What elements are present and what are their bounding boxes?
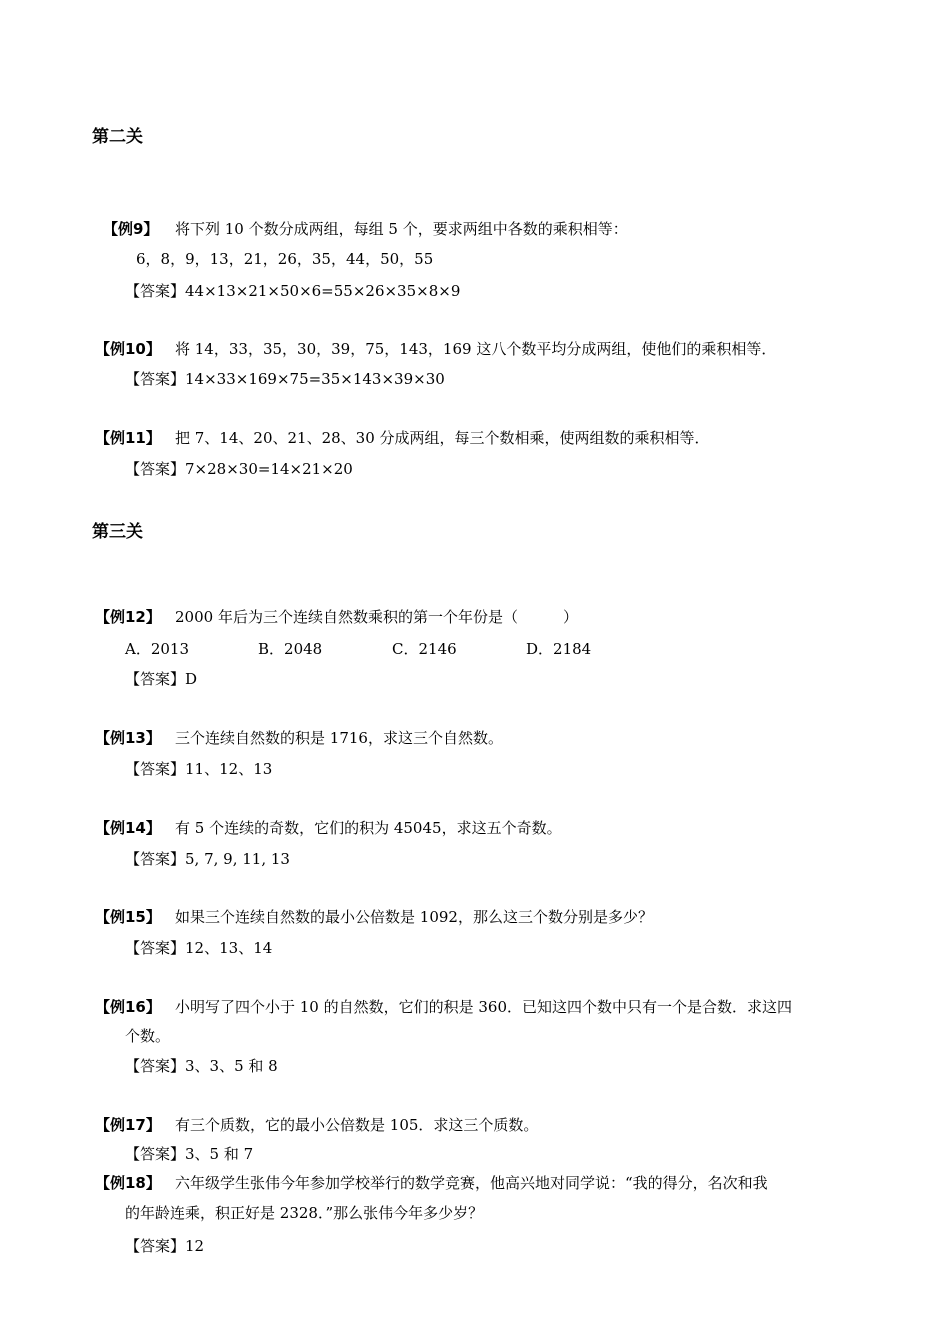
answer-value: 14×33×169×75=35×143×39×30 — [185, 370, 445, 388]
example-13-answer — [125, 758, 272, 779]
answer-value: 5, 7, 9, 11, 13 — [185, 850, 290, 868]
answer-label: 【答案】 — [125, 670, 186, 688]
example-10-question: 将 14，33，35，30，39，75，143，169 这八个数平均分成两组，使他们的乘积相等． — [175, 340, 777, 358]
example-16-tag — [95, 996, 161, 1017]
answer-value: 3、5 和 7 — [185, 1145, 254, 1163]
answer-label: 【答案】 — [125, 460, 186, 478]
example-tag: 【例15】 — [95, 908, 161, 926]
answer-label: 【答案】 — [125, 1145, 186, 1163]
example-12-answer — [125, 668, 197, 689]
example-15-tag — [95, 906, 161, 927]
example-9-tag — [103, 218, 158, 239]
example-17-question: 有三个质数，它的最小公倍数是 105．求这三个质数。 — [175, 1116, 539, 1134]
answer-label: 【答案】 — [125, 1237, 186, 1255]
option-b: B．2048 — [258, 640, 323, 658]
example-17-answer — [125, 1143, 253, 1164]
example-13-question: 三个连续自然数的积是 1716，求这三个自然数。 — [175, 729, 503, 747]
example-tag: 【例14】 — [95, 819, 161, 837]
example-14-tag — [95, 817, 161, 838]
section-title-2: 第二关 — [92, 127, 143, 147]
answer-value: 12、13、14 — [185, 939, 273, 957]
section-title-3: 第三关 — [92, 522, 143, 542]
example-tag: 【例12】 — [95, 608, 161, 626]
example-12-question: 2000 年后为三个连续自然数乘积的第一个年份是（ ） — [175, 608, 578, 626]
example-11-tag — [95, 427, 161, 448]
example-tag: 【例9】 — [103, 220, 159, 238]
example-14-question: 有 5 个连续的奇数，它们的积为 45045，求这五个奇数。 — [175, 819, 562, 837]
answer-value: 7×28×30=14×21×20 — [185, 460, 353, 478]
answer-label: 【答案】 — [125, 850, 186, 868]
answer-label: 【答案】 — [125, 939, 186, 957]
answer-value: 12 — [185, 1237, 205, 1255]
example-16-question: 小明写了四个小于 10 的自然数，它们的积是 360．已知这四个数中只有一个是合数．求这四 — [175, 998, 793, 1016]
option-c: C．2146 — [392, 640, 457, 658]
option-d: D．2184 — [526, 640, 592, 658]
example-16-question-cont: 个数。 — [125, 1027, 171, 1045]
example-10-tag — [95, 338, 161, 359]
answer-label: 【答案】 — [125, 760, 186, 778]
example-tag: 【例13】 — [95, 729, 161, 747]
answer-value: D — [185, 670, 198, 688]
answer-value: 11、12、13 — [185, 760, 273, 778]
example-9-answer — [125, 280, 460, 301]
example-11-question: 把 7、14、20、21、28、30 分成两组，每三个数相乘，使两组数的乘积相等． — [175, 429, 710, 447]
example-15-answer — [125, 937, 272, 958]
example-tag: 【例17】 — [95, 1116, 161, 1134]
example-11-answer — [125, 458, 353, 479]
example-14-answer — [125, 848, 290, 869]
option-a: A．2013 — [125, 640, 190, 658]
example-16-answer — [125, 1055, 278, 1076]
answer-label: 【答案】 — [125, 282, 186, 300]
example-tag: 【例10】 — [95, 340, 161, 358]
example-12-tag — [95, 606, 161, 627]
answer-value: 44×13×21×50×6=55×26×35×8×9 — [185, 282, 461, 300]
example-18-tag — [95, 1172, 161, 1193]
example-13-tag — [95, 727, 161, 748]
example-17-tag — [95, 1114, 161, 1135]
example-9-numbers: 6，8，9，13，21，26，35，44，50，55 — [136, 250, 434, 268]
example-18-question-cont: 的年龄连乘，积正好是 2328．”那么张伟今年多少岁？ — [125, 1204, 484, 1222]
answer-label: 【答案】 — [125, 1057, 186, 1075]
example-tag: 【例16】 — [95, 998, 161, 1016]
answer-value: 3、3、5 和 8 — [185, 1057, 278, 1075]
example-10-answer — [125, 368, 445, 389]
example-18-answer — [125, 1235, 204, 1256]
example-9-question: 将下列 10 个数分成两组，每组 5 个，要求两组中各数的乘积相等： — [175, 220, 628, 238]
example-tag: 【例11】 — [95, 429, 161, 447]
example-15-question: 如果三个连续自然数的最小公倍数是 1092，那么这三个数分别是多少？ — [175, 908, 653, 926]
example-18-question: 六年级学生张伟今年参加学校举行的数学竞赛，他高兴地对同学说：“我的得分，名次和我 — [175, 1174, 768, 1192]
answer-label: 【答案】 — [125, 370, 186, 388]
example-tag: 【例18】 — [95, 1174, 161, 1192]
